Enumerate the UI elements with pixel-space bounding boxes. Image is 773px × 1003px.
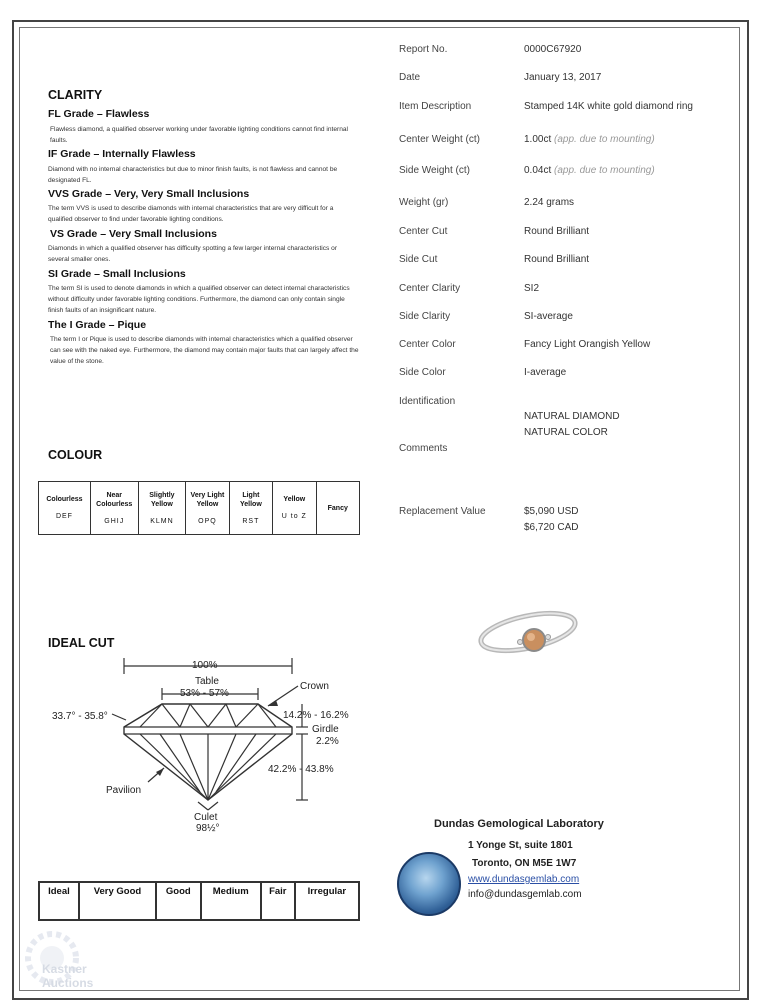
report-label-side-weight: Side Weight (ct) bbox=[399, 165, 470, 176]
report-label-date: Date bbox=[399, 72, 421, 83]
report-label-side-cut: Side Cut bbox=[399, 254, 438, 265]
cut-grade-scale bbox=[38, 881, 360, 921]
cut-grade-very-good: Very Good bbox=[79, 882, 156, 920]
cut-grade-fair: Fair bbox=[261, 882, 295, 920]
watermark-text: Kastner Auctions bbox=[42, 962, 94, 990]
grade-title-si: SI Grade – Small Inclusions bbox=[48, 268, 186, 280]
report-value-center-cut: Round Brilliant bbox=[524, 226, 590, 237]
grade-desc-fl: Flawless diamond, a qualified observer working under favorable lighting conditions cannot find internal faults. bbox=[50, 126, 348, 144]
report-value-side-cut: Round Brilliant bbox=[524, 254, 590, 265]
report-value-identification-2: NATURAL COLOR bbox=[524, 427, 608, 438]
report-value-replacement-usd: $5,090 USD bbox=[524, 506, 579, 517]
lab-name: Dundas Gemological Laboratory bbox=[434, 818, 604, 830]
clarity-heading: CLARITY bbox=[48, 88, 103, 102]
grade-desc-vvs: The term VVS is used to describe diamonds with internal characteristics that are very difficult for a qualified observer to find under favorable lighting conditions. bbox=[48, 205, 334, 223]
colour-heading: COLOUR bbox=[48, 448, 103, 462]
grade-desc-vs: Diamonds in which a qualified observer has difficulty spotting a few larger internal characteristics or several smaller ones. bbox=[48, 245, 338, 263]
colour-cell-yellow: Yellow U to Z bbox=[273, 482, 316, 535]
cut-pavilion-label: Pavilion bbox=[106, 785, 142, 796]
report-label-center-weight: Center Weight (ct) bbox=[399, 134, 480, 145]
grade-desc-if: Diamond with no internal characteristics but due to minor finish faults, is not flawless and cannot be designated FL. bbox=[48, 166, 338, 184]
report-label-item-description: Item Description bbox=[399, 101, 472, 112]
colour-cell-slightly-yellow: Slightly Yellow KLMN bbox=[138, 482, 186, 535]
lab-address-line2: Toronto, ON M5E 1W7 bbox=[472, 858, 577, 869]
cut-grade-ideal: Ideal bbox=[39, 882, 79, 920]
colour-cell-very-light-yellow: Very Light Yellow OPQ bbox=[186, 482, 229, 535]
report-value-center-color: Fancy Light Orangish Yellow bbox=[524, 339, 651, 350]
report-value-item-description: Stamped 14K white gold diamond ring bbox=[524, 101, 693, 112]
report-value-report-no: 0000C67920 bbox=[524, 44, 582, 55]
cut-girdle-label: Girdle bbox=[312, 724, 339, 735]
report-label-identification: Identification bbox=[399, 396, 456, 407]
colour-cell-near-colourless: Near Colourless GHIJ bbox=[90, 482, 138, 535]
grade-title-if: IF Grade – Internally Flawless bbox=[48, 148, 196, 160]
lab-address-line1: 1 Yonge St, suite 1801 bbox=[468, 840, 573, 851]
report-label-side-color: Side Color bbox=[399, 367, 446, 378]
report-value-replacement-cad: $6,720 CAD bbox=[524, 522, 579, 533]
cut-width-label: 100% bbox=[192, 660, 218, 671]
report-value-identification-1: NATURAL DIAMOND bbox=[524, 411, 620, 422]
ring-photo bbox=[476, 596, 588, 672]
cut-grade-medium: Medium bbox=[201, 882, 261, 920]
report-value-side-weight: 0.04ct (app. due to mounting) bbox=[524, 165, 655, 176]
report-value-side-color: I-average bbox=[524, 367, 567, 378]
report-label-replacement-value: Replacement Value bbox=[399, 506, 486, 517]
report-value-weight: 2.24 grams bbox=[524, 197, 575, 208]
grade-title-vs: VS Grade – Very Small Inclusions bbox=[50, 228, 217, 240]
auction-watermark-logo bbox=[14, 928, 114, 998]
lab-email: info@dundasgemlab.com bbox=[468, 889, 582, 900]
cut-pavilion-depth: 42.2% - 43.8% bbox=[268, 764, 334, 775]
grade-title-fl: FL Grade – Flawless bbox=[48, 108, 150, 120]
report-label-comments: Comments bbox=[399, 443, 448, 454]
ideal-cut-heading: IDEAL CUT bbox=[48, 636, 115, 650]
cut-table-range: 53% - 57% bbox=[180, 688, 229, 699]
report-value-side-clarity: SI-average bbox=[524, 311, 573, 322]
report-label-weight: Weight (gr) bbox=[399, 197, 449, 208]
center-weight-note: (app. due to mounting) bbox=[554, 134, 655, 145]
cut-crown-height: 14.2% - 16.2% bbox=[283, 710, 349, 721]
cut-crown-angle: 33.7° - 35.8° bbox=[52, 711, 108, 722]
colour-cell-fancy: Fancy bbox=[316, 482, 359, 535]
report-label-center-cut: Center Cut bbox=[399, 226, 448, 237]
lab-seal-logo bbox=[397, 852, 461, 916]
lab-website-link[interactable]: www.dundasgemlab.com bbox=[468, 874, 580, 885]
colour-cell-light-yellow: Light Yellow RST bbox=[229, 482, 272, 535]
report-value-date: January 13, 2017 bbox=[524, 72, 602, 83]
report-value-center-clarity: SI2 bbox=[524, 283, 540, 294]
cut-culet-label: Culet bbox=[194, 812, 218, 823]
report-value-center-weight: 1.00ct (app. due to mounting) bbox=[524, 134, 655, 145]
side-weight-note: (app. due to mounting) bbox=[554, 165, 655, 176]
cut-table-label: Table bbox=[195, 676, 219, 687]
cut-grade-good: Good bbox=[156, 882, 200, 920]
cut-grade-irregular: Irregular bbox=[295, 882, 359, 920]
colour-cell-colourless: Colourless DEF bbox=[39, 482, 91, 535]
report-label-center-color: Center Color bbox=[399, 339, 456, 350]
grade-desc-i: The term I or Pique is used to describe diamonds with internal characteristics which a qualified observer can see with the naked eye. Furthermore, the diamond may contain major faults that can largely affect the value of the stone. bbox=[50, 336, 359, 365]
report-label-side-clarity: Side Clarity bbox=[399, 311, 451, 322]
grade-title-vvs: VVS Grade – Very, Very Small Inclusions bbox=[48, 188, 250, 200]
colour-scale-table bbox=[38, 481, 360, 535]
report-label-center-clarity: Center Clarity bbox=[399, 283, 461, 294]
grade-title-i: The I Grade – Pique bbox=[48, 319, 147, 331]
cut-crown-label: Crown bbox=[300, 681, 329, 692]
report-label-report-no: Report No. bbox=[399, 44, 448, 55]
cut-girdle-pct: 2.2% bbox=[316, 736, 339, 747]
cut-culet-value: 98½° bbox=[196, 823, 220, 834]
grade-desc-si: The term SI is used to denote diamonds in which a qualified observer can detect internal characteristics without difficulty under favorable lighting conditions. Furthermore, the diamond can only contain single finish faults of an insignificant nature. bbox=[48, 285, 350, 314]
